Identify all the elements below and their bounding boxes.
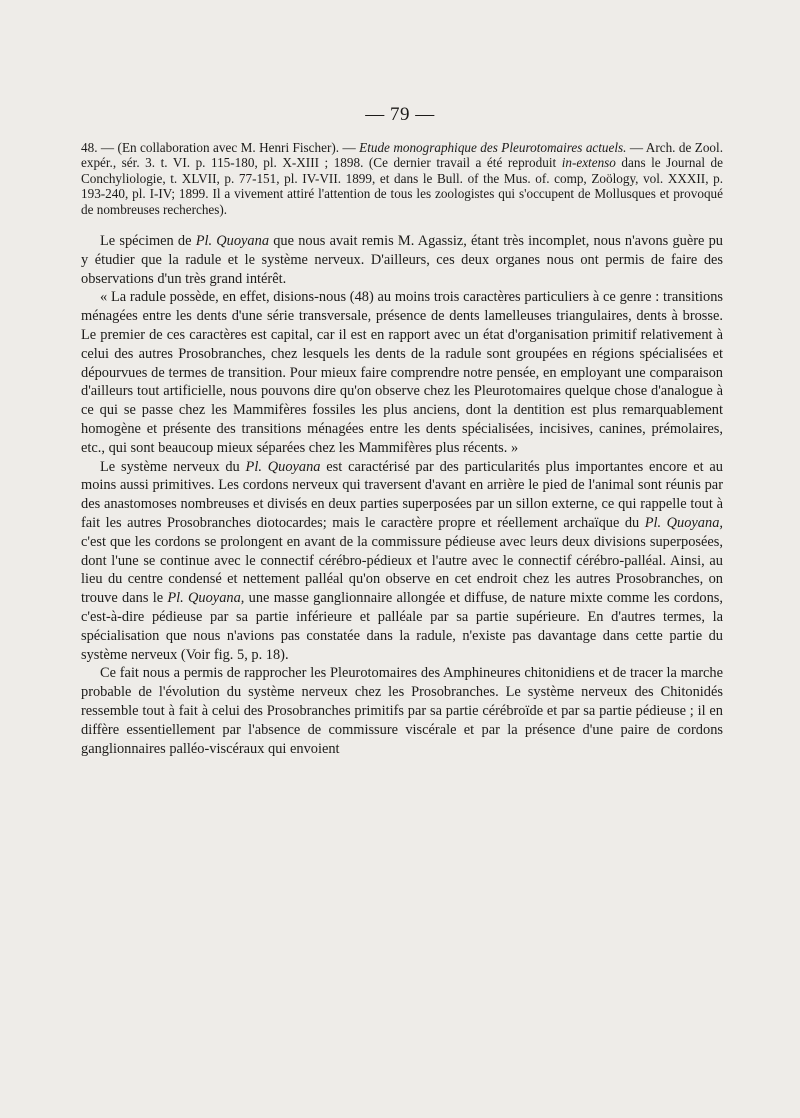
note-intro: 48. — (En collaboration avec M. Henri Fischer). — xyxy=(81,140,360,155)
note-in-extenso: in-extenso xyxy=(561,155,616,171)
para1-text-c: que nous avait remis M. Agassiz, étant très incomplet, nous n'avons guère pu y étudier que la radule et le système nerveux. D'ailleurs, ces deux organes nous ont permis de faire des observations d'un très grand intérêt. xyxy=(81,233,723,287)
page-number: — 79 — xyxy=(365,104,435,125)
note-ref: — Arch. de Zool. expér., sér. 3. t. VI. p. 115-180, pl. X-XIII ; 1898. (Ce dernier travail a été reproduit xyxy=(81,140,723,171)
paragraph-specimen xyxy=(81,232,723,288)
para3-species-1: Pl. Quoyana xyxy=(245,458,321,475)
para3-species-3: Pl. Quoyana, xyxy=(167,590,245,607)
para3-text-a: Le système nerveux du xyxy=(100,458,246,475)
para3-text-c: est caractérisé par des particularités plus importantes encore et au moins aussi primitives. Les cordons nerveux qui traversent d'avant en arrière le pied de l'animal sont réunis par des anastomoses nombreuses et divisés en deux parties superposées par un sillon externe, ce qui rappelle tout à fait les autres Prosobranches diotocardes; mais le caractère propre et réellement archaïque du xyxy=(81,458,723,531)
note-title: Etude monographique des Pleurotomaires actuels. xyxy=(359,140,627,155)
para3-text-g: une masse ganglionnaire allongée et diffuse, de nature mixte comme les cordons, c'est-à-dire pédieuse par sa partie inférieure et palléale par sa partie supérieure. En d'autres termes, la spécialisation que nous n'avions pas constatée dans la radule, n'existe pas davantage dans cette partie du système nerveux (Voir fig. 5, p. 18). xyxy=(81,590,723,663)
paragraph-chitonides: Ce fait nous a permis de rapprocher les Pleurotomaires des Amphineures chitonidiens et de tracer la marche probable de l'évolution du système nerveux chez les Prosobranches. Le système nerveux des Chitonidés ressemble tout à fait à celui des Prosobranches primitifs par sa partie cérébroïde et par sa partie pédieuse ; il en diffère essentiellement par l'absence de commissure viscérale et par la présence d'une paire de cordons ganglionnaires palléo-viscéraux qui envoient xyxy=(81,665,723,757)
page-body xyxy=(81,140,723,758)
para1-text-a: Le spécimen de xyxy=(100,233,196,250)
para3-text-e: c'est que les cordons se prolongent en avant de la commissure pédieuse avec leurs deux divisions superposées, dont l'une se continue avec le connectif cérébro-pédieux et l'autre avec le connectif cérébro-palléal. Ainsi, au lieu du centre condensé et nettement palléal qu'on observe en cet endroit chez les autres Prosobranches, on trouve dans le xyxy=(81,533,723,607)
paragraph-radule: « La radule possède, en effet, disions-nous (48) au moins trois caractères particuliers à ce genre : transitions ménagées entre les dents d'une série transversale, présence de dents lamelleuses triangulaires, dents à brosse. Le premier de ces caractères est capital, car il est en rapport avec un état d'organisation primitif relativement à celui des autres Prosobranches, chez lesquels les dents de la radule sont groupées en régions spécialisées et dépourvues de termes de transition. Pour mieux faire comprendre notre pensée, en employant une comparaison d'ailleurs tout artificielle, nous pouvons dire qu'on observe chez les Pleurotomaires quelque chose d'analogue à ce qui se passe chez les Mammifères fossiles les plus anciens, dont la dentition est plus remarquablement homogène et présente des transitions ménagées entre les dents spécialisées, incisives, canines, prémolaires, etc., qui sont beaucoup mieux séparées chez les Mammifères plus récents. » xyxy=(81,289,723,456)
paragraph-systeme-nerveux xyxy=(81,458,723,665)
para1-species: Pl. Quoyana xyxy=(195,233,270,250)
bibliography-note xyxy=(81,140,723,217)
note-rest: dans le Journal de Conchyliologie, t. XLVII, p. 77-151, pl. IV-VII. 1899, et dans le Bull. of the Mus. of. comp, Zoölogy, vol. XXXII, p. 193-240, pl. I-IV; 1899. Il a vivement attiré l'attention de tous les zoologistes qui s'occupent de Mollusques et provoqué de nombreuses recherches). xyxy=(81,155,723,217)
para3-species-2: Pl. Quoyana, xyxy=(644,514,723,531)
